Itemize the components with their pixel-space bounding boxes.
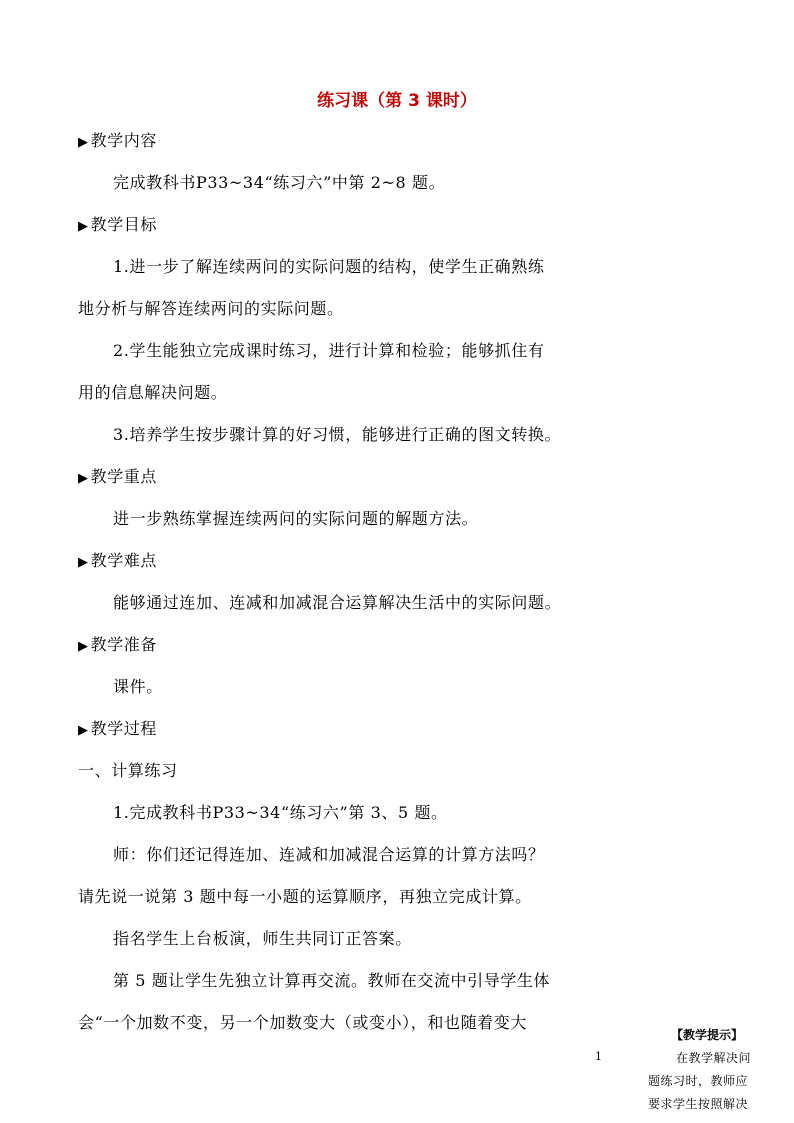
goal-1-line-2: 地分析与解答连续两问的实际问题。 bbox=[78, 299, 344, 318]
paragraph-2-line-2: 请先说一说第 3 题中每一小题的运算顺序，再独立完成计算。 bbox=[78, 887, 532, 906]
heading-text: 教学目标 bbox=[90, 215, 158, 234]
paragraph-1: 1.完成教科书P33~34“练习六”第 3、5 题。 bbox=[113, 803, 448, 822]
heading-text: 教学过程 bbox=[90, 719, 158, 738]
section-heading-difficulty bbox=[78, 550, 157, 574]
section-heading-process bbox=[78, 718, 157, 742]
goal-3: 3.培养学生按步骤计算的好习惯，能够进行正确的图文转换。 bbox=[113, 425, 562, 444]
triangle-bullet-icon: ▶ bbox=[78, 219, 89, 234]
triangle-bullet-icon: ▶ bbox=[78, 639, 89, 654]
teaching-tip-sidebar bbox=[648, 1024, 766, 1116]
teaching-tip-line-2: 题练习时，教师应 bbox=[648, 1074, 749, 1088]
teaching-tip-line-3: 要求学生按照解决 bbox=[648, 1097, 749, 1111]
heading-text: 教学难点 bbox=[90, 551, 158, 570]
page-title: 练习课（第 3 课时） bbox=[317, 91, 477, 111]
triangle-bullet-icon: ▶ bbox=[78, 723, 89, 738]
teaching-tip-title: 【教学提示】 bbox=[670, 1028, 743, 1042]
section-heading-key bbox=[78, 466, 157, 490]
paragraph-4-line-2: 会“一个加数不变，另一个加数变大（或变小），和也随着变大 bbox=[78, 1013, 527, 1032]
triangle-bullet-icon: ▶ bbox=[78, 471, 89, 486]
heading-text: 教学准备 bbox=[90, 635, 158, 654]
paragraph-2-line-1: 师：你们还记得连加、连减和加减混合运算的计算方法吗？ bbox=[113, 845, 545, 864]
section-heading-prep bbox=[78, 634, 157, 658]
heading-text: 教学重点 bbox=[90, 467, 158, 486]
goal-1-line-1: 1.进一步了解连续两问的实际问题的结构，使学生正确熟练 bbox=[113, 257, 545, 276]
paragraph-4-line-1: 第 5 题让学生先独立计算再交流。教师在交流中引导学生体 bbox=[113, 971, 551, 990]
heading-text: 教学内容 bbox=[90, 131, 158, 150]
goal-2-line-2: 用的信息解决问题。 bbox=[78, 383, 228, 402]
key-text: 进一步熟练掌握连续两问的实际问题的解题方法。 bbox=[113, 509, 479, 528]
triangle-bullet-icon: ▶ bbox=[78, 135, 89, 150]
section-heading-goals bbox=[78, 214, 157, 238]
page-number: 1 bbox=[595, 1050, 602, 1063]
teaching-tip-line-1: 在教学解决问 bbox=[676, 1051, 752, 1065]
section-heading-content bbox=[78, 130, 157, 154]
content-text: 完成教科书P33~34“练习六”中第 2~8 题。 bbox=[113, 173, 446, 192]
triangle-bullet-icon: ▶ bbox=[78, 555, 89, 570]
difficulty-text: 能够通过连加、连减和加减混合运算解决生活中的实际问题。 bbox=[113, 593, 562, 612]
paragraph-3: 指名学生上台板演，师生共同订正答案。 bbox=[113, 929, 412, 948]
prep-text: 课件。 bbox=[113, 677, 163, 696]
part-1-heading: 一、计算练习 bbox=[78, 761, 178, 780]
goal-2-line-1: 2.学生能独立完成课时练习，进行计算和检验；能够抓住有 bbox=[113, 341, 545, 360]
